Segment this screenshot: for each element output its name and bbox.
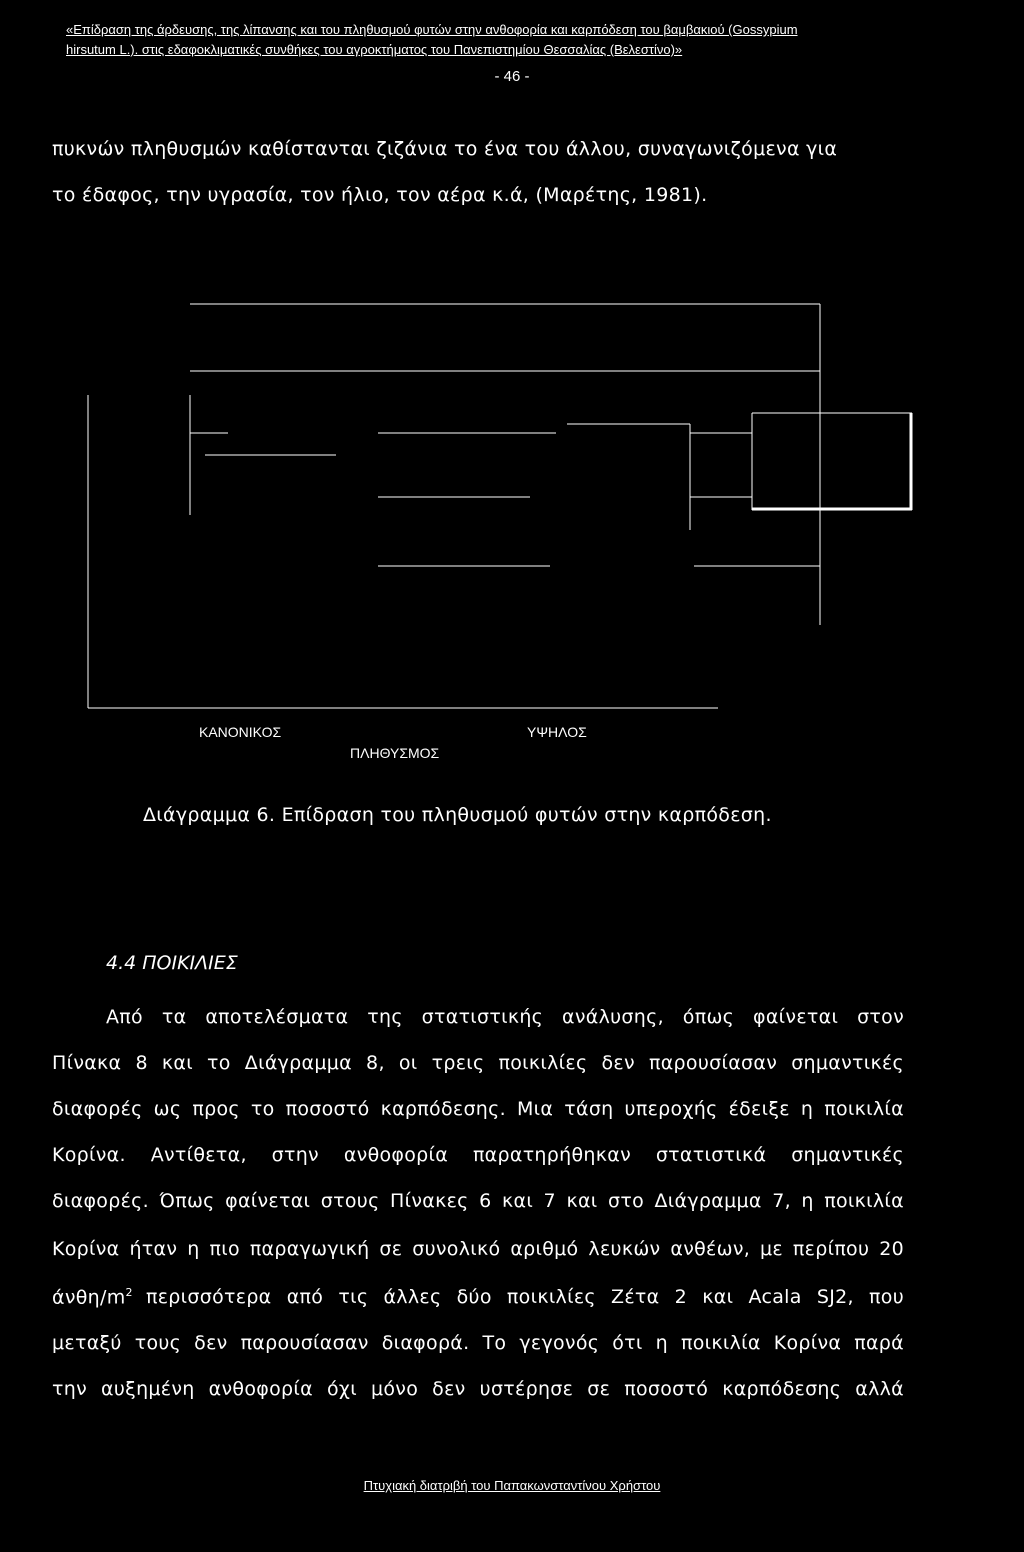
header-title-line-2: hirsutum L.). στις εδαφοκλιματικές συνθήκες του αγροκτήματος του Πανεπιστημίου Θεσσαλίας (Βελεστίνο)» [66,42,683,57]
header-title-line-1: «Επίδραση της άρδευσης, της λίπανσης και του πληθυσμού φυτών στην ανθοφορία και καρπόδεση του βαμβακιού (Gossypium [66,22,798,37]
section-line-3: διαφορές ως προς το ποσοστό καρπόδεσης. Μια τάση υπεροχής έδειξε η ποικιλία [52,1098,904,1120]
page-footer: Πτυχιακή διατριβή του Παπακωνσταντίνου Χρήστου [363,1478,661,1493]
category-label-high: ΥΨΗΛΟΣ [527,724,587,740]
section-heading: 4.4 ΠΟΙΚΙΛΙΕΣ [106,952,238,974]
unit-text: άνθη/m [52,1286,126,1309]
section-line-8: μεταξύ τους δεν παρουσίασαν διαφορά. Το γεγονός ότι η ποικιλία Κορίνα παρά [52,1332,904,1354]
diagram-bar-box [752,413,912,510]
section-line-7: περισσότερα από τις άλλες δύο ποικιλίες Ζέτα 2 και Acala SJ2, που [146,1286,904,1308]
unit-exponent: 2 [125,1286,133,1299]
section-line-4: Κορίνα. Αντίθετα, στην ανθοφορία παρατηρήθηκαν στατιστικά σημαντικές [52,1144,904,1166]
page-number: - 46 - [494,68,530,85]
intro-line-1: πυκνών πληθυσμών καθίστανται ζιζάνια το ένα του άλλου, συναγωνιζόμενα για [52,138,838,160]
section-line-7-unit [52,1286,133,1308]
intro-line-2: το έδαφος, την υγρασία, τον ήλιο, τον αέρα κ.ά, (Μαρέτης, 1981). [52,184,708,206]
diagram-caption: Διάγραμμα 6. Επίδραση του πληθυσμού φυτών στην καρπόδεση. [143,804,772,826]
axis-title-population: ΠΛΗΘΥΣΜΟΣ [350,745,440,761]
section-line-2: Πίνακα 8 και το Διάγραμμα 8, οι τρεις ποικιλίες δεν παρουσίασαν σημαντικές [52,1052,904,1074]
section-line-5: διαφορές. Όπως φαίνεται στους Πίνακες 6 και 7 και στο Διάγραμμα 7, η ποικιλία [52,1190,904,1212]
section-line-1: Από τα αποτελέσματα της στατιστικής ανάλυσης, όπως φαίνεται στον [106,1006,904,1028]
section-line-6: Κορίνα ήταν η πιο παραγωγική σε συνολικό αριθμό λευκών ανθέων, με περίπου 20 [52,1238,904,1260]
category-label-normal: ΚΑΝΟΝΙΚΟΣ [199,724,282,740]
section-line-9: την αυξημένη ανθοφορία όχι μόνο δεν υστέρησε σε ποσοστό καρπόδεσης αλλά [52,1378,904,1400]
